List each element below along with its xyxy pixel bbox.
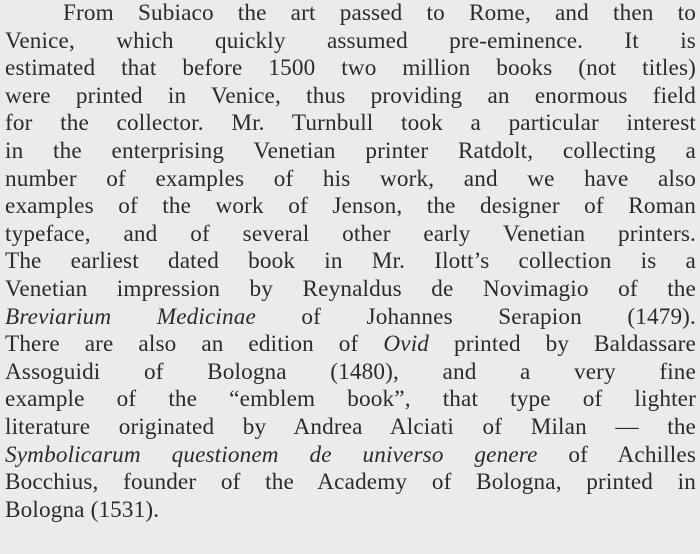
text-line bbox=[5, 221, 696, 249]
text-line bbox=[5, 193, 696, 221]
italic-title-run: Ovid bbox=[383, 331, 430, 358]
text-run: Venice, which quickly assumed pre-eminence. It is bbox=[5, 27, 696, 54]
text-run: printed by Baldassare bbox=[429, 331, 696, 358]
text-line bbox=[5, 414, 696, 442]
text-run: Bocchius, founder of the Academy of Bologna, printed in bbox=[5, 469, 696, 496]
text-run: Bologna (1531). bbox=[5, 496, 160, 523]
text-line bbox=[5, 138, 696, 166]
text-line bbox=[5, 55, 696, 83]
text-run: example of the “emblem book”, that type of lighter bbox=[5, 386, 696, 413]
text-run: estimated that before 1500 two million books (not titles) bbox=[5, 55, 696, 82]
text-line bbox=[5, 497, 696, 525]
text-line bbox=[5, 83, 696, 111]
text-line bbox=[5, 304, 696, 332]
italic-title-run: Symbolicarum questionem de universo genere bbox=[5, 441, 538, 468]
text-line bbox=[5, 28, 696, 56]
text-run: in the enterprising Venetian printer Ratdolt, collecting a bbox=[5, 137, 696, 164]
text-line bbox=[5, 442, 696, 470]
text-line bbox=[5, 469, 696, 497]
text-run: literature originated by Andrea Alciati of Milan — the bbox=[5, 413, 696, 440]
text-line bbox=[5, 248, 696, 276]
text-line bbox=[5, 386, 696, 414]
text-run: The earliest dated book in Mr. Ilott’s collection is a bbox=[5, 248, 696, 275]
text-line bbox=[5, 276, 696, 304]
text-run: examples of the work of Jenson, the designer of Roman bbox=[5, 193, 696, 220]
text-line bbox=[5, 359, 696, 387]
text-run: Venetian impression by Reynaldus de Novimagio of the bbox=[5, 275, 696, 302]
text-line bbox=[5, 0, 696, 28]
body-paragraph bbox=[5, 0, 696, 524]
text-line bbox=[5, 110, 696, 138]
text-run: of Achilles bbox=[537, 441, 697, 468]
text-line bbox=[5, 166, 696, 194]
italic-title-run: Breviarium Medicinae bbox=[5, 303, 256, 330]
text-run: Assoguidi of Bologna (1480), and a very fine bbox=[5, 358, 696, 385]
text-run: number of examples of his work, and we have also bbox=[5, 165, 696, 192]
text-run: for the collector. Mr. Turnbull took a particular interest bbox=[5, 110, 696, 137]
text-run: of Johannes Serapion (1479). bbox=[255, 303, 697, 330]
text-run: were printed in Venice, thus providing an enormous field bbox=[5, 82, 696, 109]
text-run: From Subiaco the art passed to Rome, and then to bbox=[63, 0, 696, 26]
text-run: typeface, and of several other early Venetian printers. bbox=[5, 220, 696, 247]
text-line bbox=[5, 331, 696, 359]
text-run: There are also an edition of bbox=[5, 331, 384, 358]
